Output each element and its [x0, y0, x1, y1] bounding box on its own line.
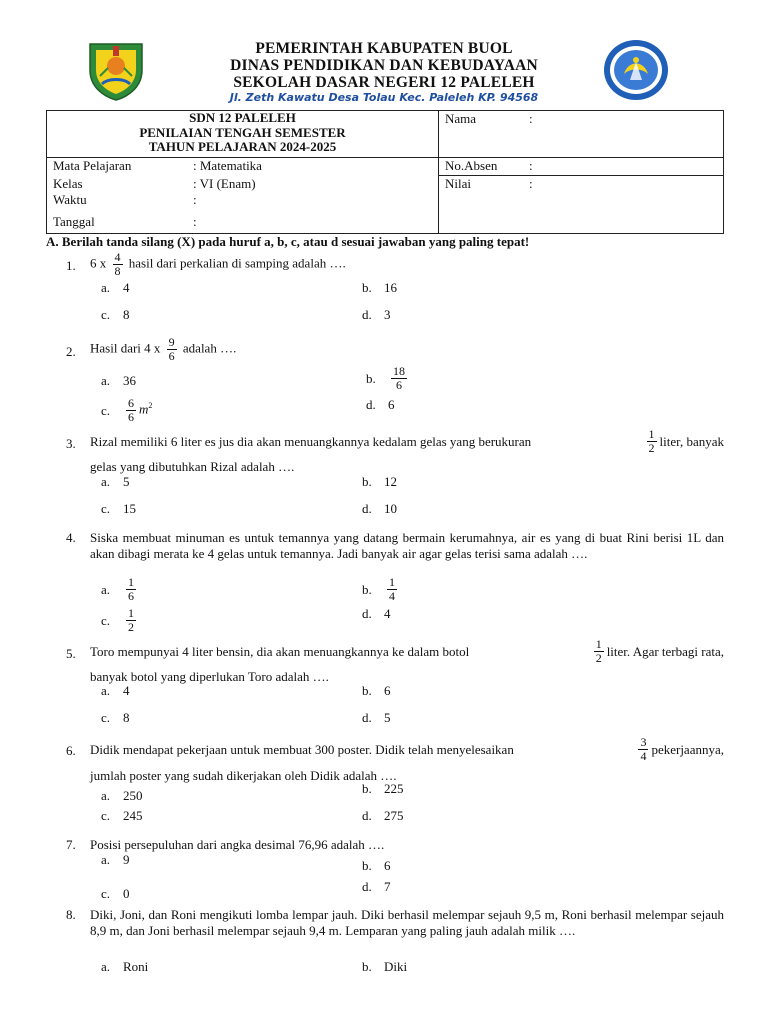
- subject-label: Mata Pelajaran: [53, 158, 132, 173]
- question-8: [66, 907, 724, 955]
- question-text: Rizal memiliki 6 liter es jus dia akan menuangkannya kedalam gelas yang berukuran: [90, 433, 532, 449]
- option-7d[interactable]: d. 7: [362, 879, 391, 894]
- option-1d[interactable]: d. 3: [362, 307, 391, 322]
- question-text-line2: jumlah poster yang sudah dikerjakan oleh Didik adalah ….: [90, 768, 397, 783]
- question-text: Posisi persepuluhan dari angka desimal 76,96 adalah ….: [90, 837, 385, 852]
- name-value: :: [529, 111, 533, 126]
- option-6c[interactable]: c. 245: [101, 808, 143, 823]
- question-number: 5.: [66, 646, 76, 661]
- option-5b[interactable]: b. 6: [362, 683, 391, 698]
- option-7b[interactable]: b. 6: [362, 858, 391, 873]
- question-text: adalah ….: [182, 340, 237, 356]
- option-4b[interactable]: b. $\frac{1}{4}$: [362, 575, 395, 603]
- time-value: :: [193, 192, 197, 207]
- option-7c[interactable]: c. 0: [101, 886, 130, 901]
- option-3c[interactable]: c. 15: [101, 501, 136, 516]
- option-5d[interactable]: d. 5: [362, 710, 391, 725]
- option-2b[interactable]: b. $\frac{18}{6}$: [366, 364, 405, 392]
- option-3b[interactable]: b. 12: [362, 474, 397, 489]
- question-number: 8.: [66, 907, 76, 922]
- exam-name: PENILAIAN TENGAH SEMESTER: [139, 124, 346, 140]
- option-5c[interactable]: c. 8: [101, 710, 130, 725]
- time-label: Waktu: [53, 192, 87, 207]
- question-4: [66, 530, 724, 578]
- question-text: Siska membuat minuman es untuk temannya yang datang bermain kerumahnya, air es yang di buat Rini berisi 1L dan akan dibagi merata ke 4 gelas untuk temannya. Jadi banyak air agar gelas terisi sama adalah ….: [90, 530, 724, 561]
- exam-title-cell: [47, 111, 439, 158]
- date-value: :: [193, 213, 197, 229]
- section-a-instruction: A. Berilah tanda silang (X) pada huruf a, b, c, atau d sesuai jawaban yang paling tepat!: [46, 234, 530, 249]
- option-5a[interactable]: a. 4: [101, 683, 130, 698]
- option-1b[interactable]: b. 16: [362, 280, 397, 295]
- fraction: $\frac{1}{2}$: [648, 427, 655, 455]
- header-school: SEKOLAH DASAR NEGERI 12 PALELEH: [233, 74, 535, 91]
- question-text: Toro mempunyai 4 liter bensin, dia akan menuangkannya ke dalam botol: [90, 643, 470, 659]
- question-text-line2: gelas yang dibutuhkan Rizal adalah ….: [90, 459, 295, 474]
- question-7: [66, 837, 724, 853]
- question-number: 4.: [66, 530, 76, 545]
- option-3a[interactable]: a. 5: [101, 474, 130, 489]
- question-number: 6.: [66, 743, 76, 758]
- fraction: $\frac{4}{8}$: [114, 250, 121, 278]
- option-1a[interactable]: a. 4: [101, 280, 130, 295]
- school-year: TAHUN PELAJARAN 2024-2025: [148, 139, 337, 154]
- score-value: :: [529, 176, 533, 191]
- subject-value: : Matematika: [193, 158, 262, 173]
- absen-value: :: [529, 158, 533, 173]
- score-label: Nilai: [445, 176, 471, 191]
- option-6b[interactable]: b. 225: [362, 781, 404, 796]
- option-2d[interactable]: d. 6: [366, 397, 395, 412]
- question-number: 3.: [66, 436, 76, 451]
- header-address: Jl. Zeth Kawatu Desa Tolau Kec. Paleleh KP. 94568: [229, 91, 539, 104]
- class-value: : VI (Enam): [193, 175, 256, 191]
- student-info-table: [46, 110, 724, 234]
- school-name: SDN 12 PALELEH: [189, 110, 296, 125]
- question-text-line2: banyak botol yang diperlukan Toro adalah ….: [90, 669, 329, 684]
- absen-label: No.Absen: [445, 158, 498, 173]
- question-2: [66, 336, 724, 366]
- question-1: [66, 251, 724, 281]
- subject-row: [47, 158, 439, 176]
- question-text: hasil dari perkalian di samping adalah ….: [128, 255, 346, 271]
- header-government: PEMERINTAH KABUPATEN BUOL: [255, 40, 513, 57]
- question-text: 6 x: [90, 255, 107, 271]
- question-5: [66, 638, 724, 686]
- question-number: 7.: [66, 837, 76, 852]
- question-text: Diki, Joni, dan Roni mengikuti lomba lempar jauh. Diki berhasil melempar sejauh 9,5 m, Roni berhasil melempar sejauh 8,9 m, dan Joni berhasil melempar sejauh 9,4 m. Lemparan yang paling jauh adalah milik ….: [90, 907, 724, 938]
- option-3d[interactable]: d. 10: [362, 501, 397, 516]
- option-4d[interactable]: d. 4: [362, 606, 391, 621]
- option-4c[interactable]: c. $\frac{1}{2}$: [101, 606, 134, 634]
- option-4a[interactable]: a. $\frac{1}{6}$: [101, 575, 134, 603]
- option-8a[interactable]: a. Roni: [101, 959, 149, 974]
- question-3: [66, 428, 724, 476]
- question-text: liter, banyak: [659, 433, 724, 449]
- header-department: DINAS PENDIDIKAN DAN KEBUDAYAAN: [230, 57, 538, 74]
- question-text: Didik mendapat pekerjaan untuk membuat 300 poster. Didik telah menyelesaikan: [90, 741, 514, 757]
- fraction: $\frac{3}{4}$: [640, 735, 647, 763]
- date-label: Tanggal: [53, 213, 95, 229]
- fraction: $\frac{9}{6}$: [168, 335, 175, 363]
- absen-cell[interactable]: [439, 158, 724, 176]
- score-cell[interactable]: [439, 176, 724, 234]
- option-6d[interactable]: d. 275: [362, 808, 404, 823]
- class-label: Kelas: [53, 175, 83, 191]
- option-2c[interactable]: c. $\frac{6}{6}$ $m^2$: [101, 396, 153, 424]
- name-label: Nama: [445, 111, 477, 126]
- question-6: [66, 736, 724, 786]
- question-text: Hasil dari 4 x: [90, 340, 161, 356]
- name-cell[interactable]: [439, 111, 724, 158]
- option-6a[interactable]: a. 250: [101, 788, 143, 803]
- option-2a[interactable]: a. 36: [101, 373, 136, 388]
- option-1c[interactable]: c. 8: [101, 307, 130, 322]
- question-number: 2.: [66, 344, 76, 359]
- question-text: liter. Agar terbagi rata,: [606, 643, 724, 659]
- option-7a[interactable]: a. 9: [101, 852, 130, 867]
- option-8b[interactable]: b. Diki: [362, 959, 408, 974]
- question-text: pekerjaannya,: [651, 741, 724, 757]
- class-time-date-rows: [47, 176, 439, 234]
- fraction: $\frac{1}{2}$: [595, 637, 602, 665]
- question-number: 1.: [66, 258, 76, 273]
